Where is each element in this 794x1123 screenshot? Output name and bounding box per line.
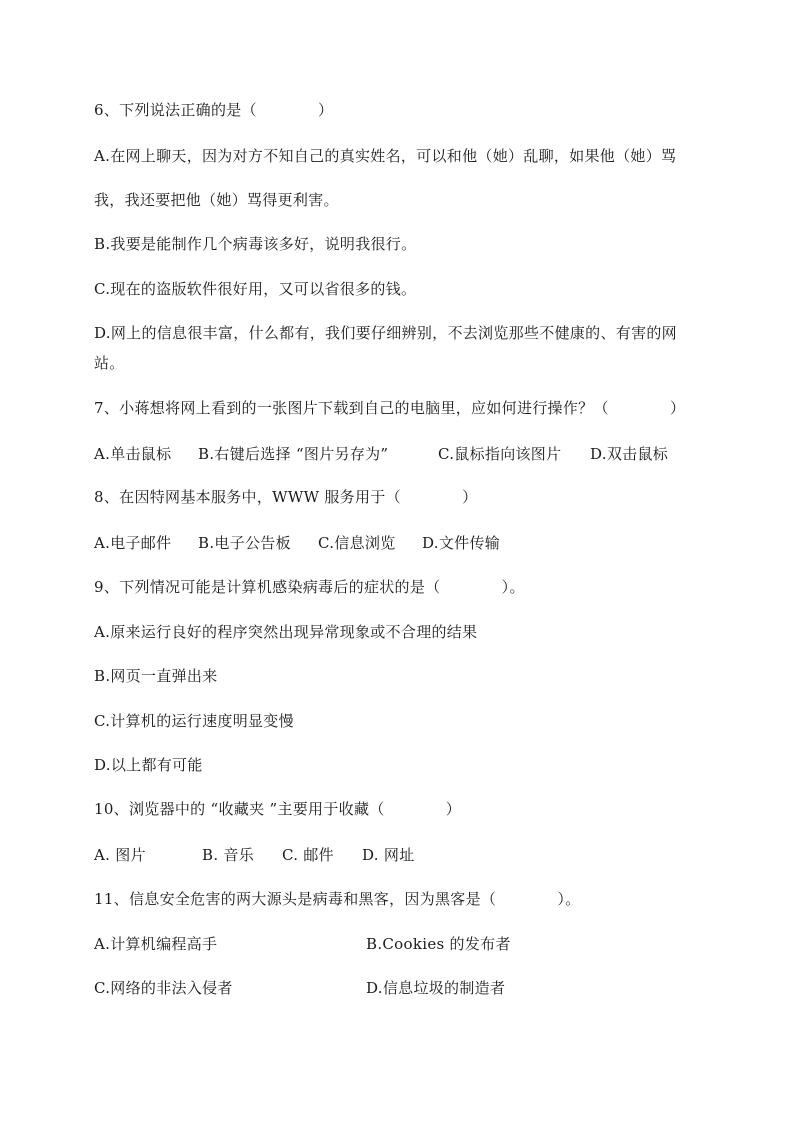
question-10-stem: 10、浏览器中的 “收藏夹 ”主要用于收藏（ ） (94, 800, 462, 818)
question-11-stem: 11、信息安全危害的两大源头是病毒和黑客，因为黑客是（ ）。 (94, 890, 581, 908)
question-6-option-c: C.现在的盗版软件很好用，又可以省很多的钱。 (94, 280, 417, 298)
question-10-option-b: B. 音乐 (202, 846, 255, 864)
question-11-option-d: D.信息垃圾的制造者 (366, 979, 506, 997)
question-11-option-c: C.网络的非法入侵者 (94, 979, 233, 997)
question-7-option-c: C.鼠标指向该图片 (438, 445, 562, 463)
question-7-option-d: D.双击鼠标 (590, 445, 669, 463)
question-9-stem: 9、下列情况可能是计算机感染病毒后的症状的是（ ）。 (94, 578, 525, 596)
question-10-option-c: C. 邮件 (282, 846, 334, 864)
question-6-option-d-line-2: 站。 (94, 354, 125, 372)
question-8-stem: 8、在因特网基本服务中，WWW 服务用于（ ） (94, 488, 478, 506)
question-7-option-b: B.右键后选择 “图片另存为” (198, 445, 389, 463)
question-6-option-a-line-1: A.在网上聊天，因为对方不知自己的真实姓名，可以和他（她）乱聊，如果他（她）骂 (94, 147, 677, 165)
question-8-option-c: C.信息浏览 (318, 534, 396, 552)
question-9-option-c: C.计算机的运行速度明显变慢 (94, 712, 294, 730)
question-11-option-a: A.计算机编程高手 (94, 935, 218, 953)
question-6-option-d-line-1: D.网上的信息很丰富，什么都有，我们要仔细辨别，不去浏览那些不健康的、有害的网 (94, 324, 677, 342)
question-11-option-b: B.Cookies 的发布者 (366, 935, 511, 953)
question-9-option-d: D.以上都有可能 (94, 756, 203, 774)
question-9-option-b: B.网页一直弹出来 (94, 667, 218, 685)
question-8-option-b: B.电子公告板 (198, 534, 291, 552)
question-8-option-a: A.电子邮件 (94, 534, 172, 552)
question-6-option-a-line-2: 我，我还要把他（她）骂得更利害。 (94, 191, 339, 209)
question-7-stem: 7、小蒋想将网上看到的一张图片下载到自己的电脑里，应如何进行操作？（ ） (94, 399, 686, 417)
question-10-option-d: D. 网址 (362, 846, 415, 864)
question-8-option-d: D.文件传输 (422, 534, 501, 552)
question-10-option-a: A. 图片 (94, 846, 146, 864)
question-6-stem: 6、下列说法正确的是（ ） (94, 101, 334, 119)
question-7-option-a: A.单击鼠标 (94, 445, 172, 463)
question-6-option-b: B.我要是能制作几个病毒该多好，说明我很行。 (94, 235, 417, 253)
question-9-option-a: A.原来运行良好的程序突然出现异常现象或不合理的结果 (94, 623, 478, 641)
